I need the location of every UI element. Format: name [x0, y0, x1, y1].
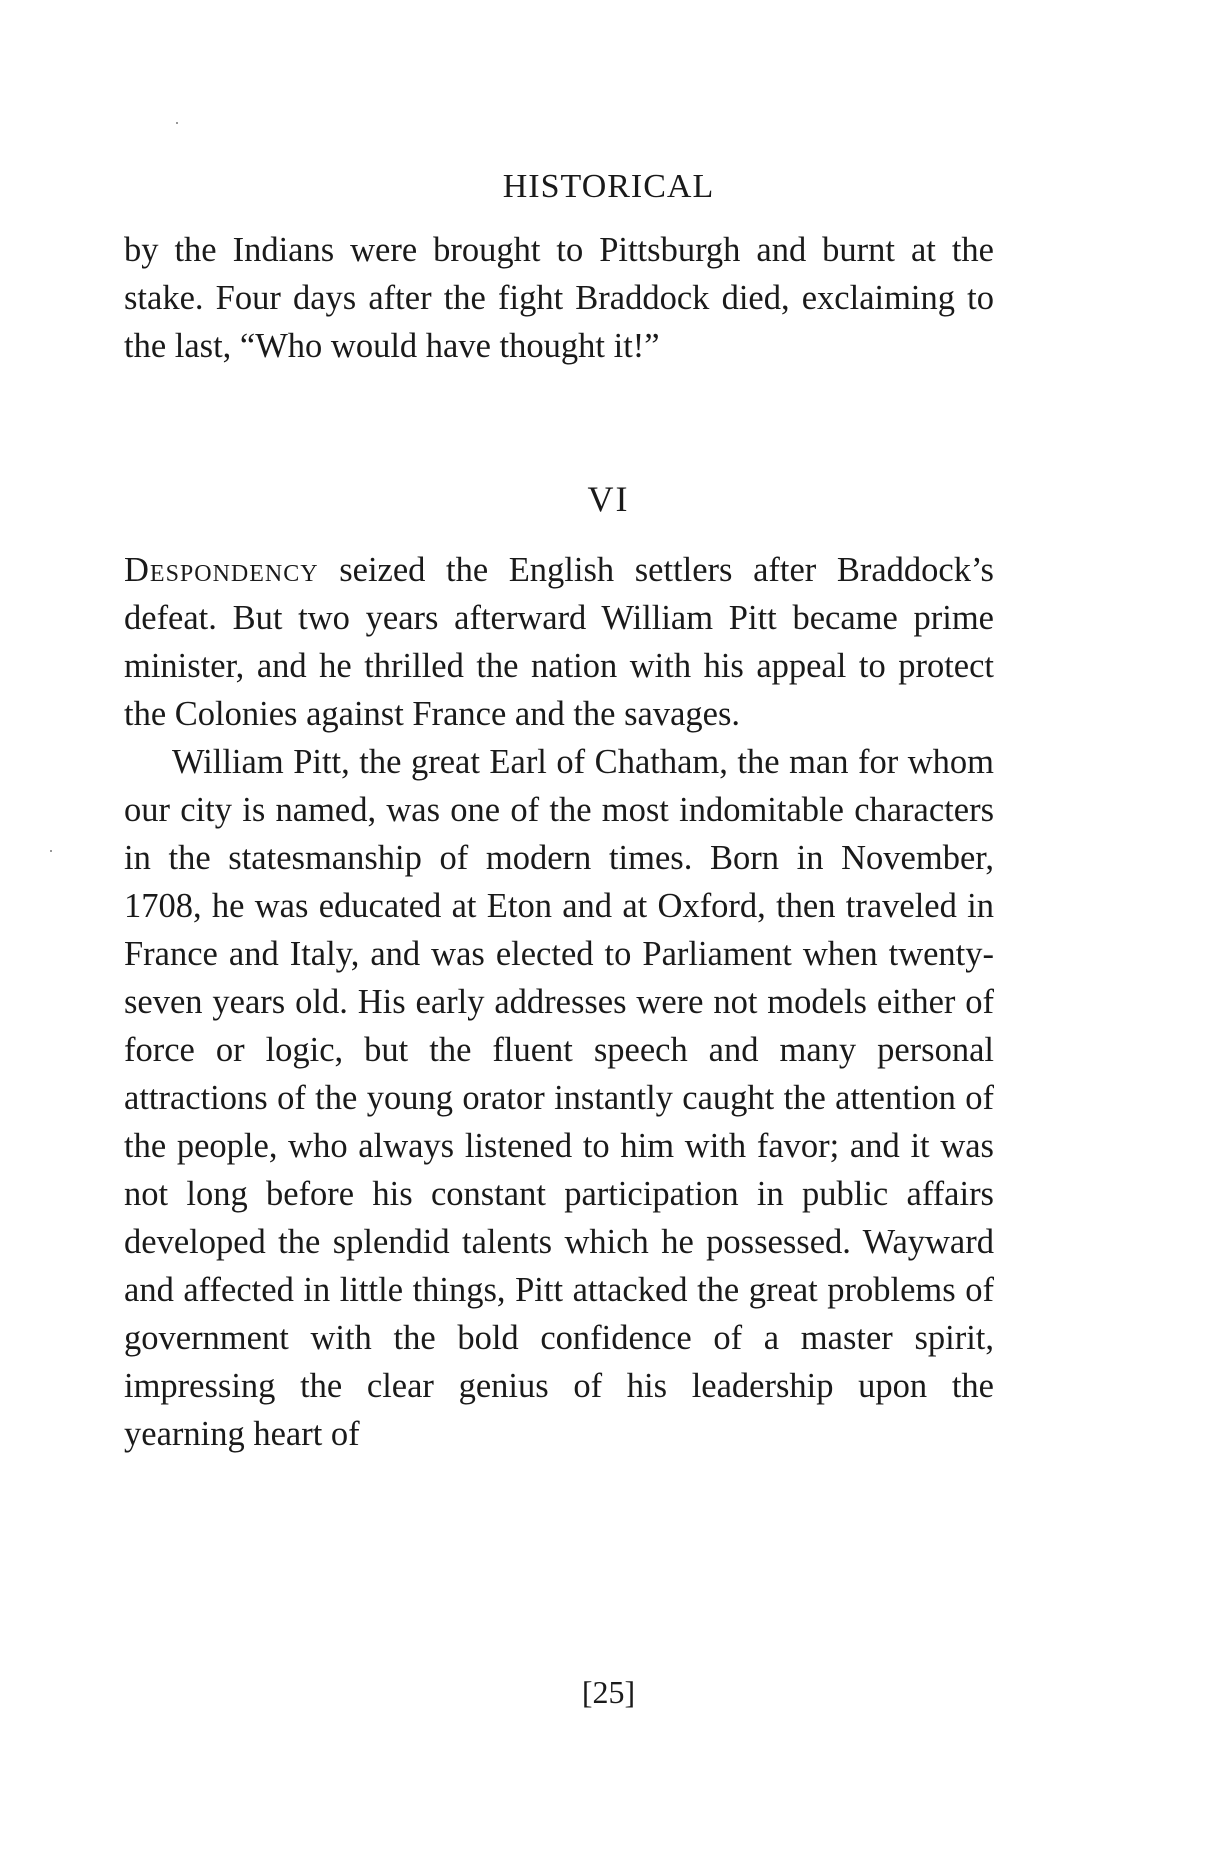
paragraph-1-text: seized the English settlers after Braddock’s defeat. But two years afterward William Pitt became prime minister, and he thrilled the nation with his appeal to protect the Colonies against France and the savages. [124, 551, 994, 733]
paragraph-1 [124, 546, 994, 738]
continuation-text: by the Indians were brought to Pittsburgh and burnt at the stake. Four days after the fight Braddock died, exclaiming to the last, “Who would have thought it!” [124, 231, 994, 365]
continuation-paragraph [124, 226, 994, 370]
scan-speck [176, 122, 178, 124]
running-head: HISTORICAL [502, 168, 715, 205]
chapter-number: VI [587, 479, 630, 519]
page-number: [25] [581, 1674, 636, 1710]
paragraph-lead-word: Despondency [124, 551, 319, 589]
paragraph-2: William Pitt, the great Earl of Chatham, the man for whom our city is named, was one of the most indomitable characters in the statesmanship of modern times. Born in November, 1708, he was educated at Eton and at Oxford, then traveled in France and Italy, and was elected to Parliament when twenty-seven years old. His early addresses were not models either of force or logic, but the fluent speech and many personal attractions of the young orator instantly caught the attention of the people, who always listened to him with favor; and it was not long before his constant participation in public affairs developed the splendid talents which he possessed. Wayward and affected in little things, Pitt attacked the great problems of government with the bold confidence of a master spirit, impressing the clear genius of his leadership upon the yearning heart of [124, 743, 994, 1453]
chapter-body [124, 546, 994, 1458]
scan-speck [50, 850, 52, 852]
